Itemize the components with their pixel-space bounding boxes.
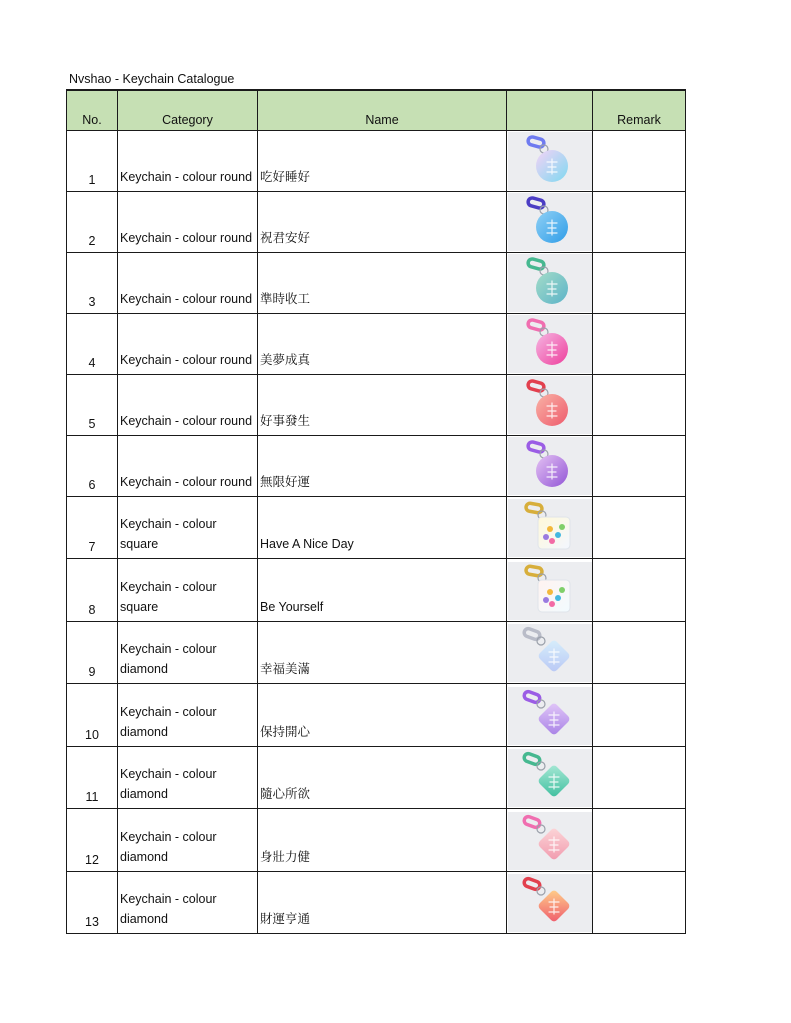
cell-name: 財運亨通 <box>258 871 507 934</box>
cell-category <box>118 252 258 313</box>
cell-image <box>507 435 593 496</box>
table-row <box>67 130 686 191</box>
cell-remark <box>593 809 686 872</box>
category-line: square <box>120 599 159 614</box>
cell-no: 1 <box>67 130 118 191</box>
keychain-photo <box>508 193 592 251</box>
cell-name: 身壯力健 <box>258 809 507 872</box>
table-body <box>67 130 686 934</box>
cell-name: 隨心所欲 <box>258 746 507 809</box>
category-line: diamond <box>120 849 168 864</box>
keychain-photo <box>508 376 592 434</box>
keychain-photo <box>508 499 592 557</box>
cell-no: 10 <box>67 684 118 747</box>
cell-category <box>118 809 258 872</box>
cell-image <box>507 559 593 622</box>
cell-image <box>507 871 593 934</box>
cell-category <box>118 496 258 559</box>
table-row <box>67 621 686 684</box>
table-row <box>67 559 686 622</box>
header-name: Name <box>258 90 507 130</box>
keychain-photo <box>508 874 592 932</box>
category-line: Keychain - colour round <box>120 352 253 367</box>
header-remark: Remark <box>593 90 686 130</box>
category-line: Keychain - colour <box>120 829 217 844</box>
cell-category <box>118 746 258 809</box>
cell-no: 3 <box>67 252 118 313</box>
cell-name: Have A Nice Day <box>258 496 507 559</box>
keychain-photo <box>508 254 592 312</box>
cell-image <box>507 252 593 313</box>
cell-name: 保持開心 <box>258 684 507 747</box>
cell-name: 無限好運 <box>258 435 507 496</box>
table-row <box>67 746 686 809</box>
cell-category <box>118 684 258 747</box>
cell-no: 2 <box>67 191 118 252</box>
table-row <box>67 496 686 559</box>
cell-no: 8 <box>67 559 118 622</box>
cell-name: Be Yourself <box>258 559 507 622</box>
cell-name: 美夢成真 <box>258 313 507 374</box>
cell-no: 6 <box>67 435 118 496</box>
cell-category <box>118 435 258 496</box>
table-row <box>67 191 686 252</box>
cell-remark <box>593 684 686 747</box>
category-line: Keychain - colour <box>120 642 217 656</box>
cell-category <box>118 374 258 435</box>
catalogue-table <box>66 89 686 934</box>
cell-remark <box>593 130 686 191</box>
cell-remark <box>593 746 686 809</box>
keychain-photo <box>508 687 592 745</box>
cell-category <box>118 621 258 684</box>
category-line: Keychain - colour round <box>120 230 253 245</box>
cell-remark <box>593 559 686 622</box>
category-line: diamond <box>120 724 168 739</box>
cell-no: 13 <box>67 871 118 934</box>
category-line: Keychain - colour <box>120 517 217 531</box>
cell-image <box>507 809 593 872</box>
document-title: Nvshao - Keychain Catalogue <box>69 72 235 86</box>
keychain-photo <box>508 749 592 807</box>
cell-category <box>118 559 258 622</box>
category-line: square <box>120 537 159 551</box>
cell-remark <box>593 621 686 684</box>
category-line: Keychain - colour <box>120 704 217 719</box>
table-row <box>67 684 686 747</box>
cell-image <box>507 313 593 374</box>
category-line: Keychain - colour <box>120 892 217 906</box>
table-row <box>67 435 686 496</box>
cell-remark <box>593 313 686 374</box>
cell-no: 5 <box>67 374 118 435</box>
table-row <box>67 871 686 934</box>
cell-name: 吃好睡好 <box>258 130 507 191</box>
cell-no: 7 <box>67 496 118 559</box>
cell-remark <box>593 435 686 496</box>
cell-category <box>118 191 258 252</box>
table-row <box>67 313 686 374</box>
table-row <box>67 252 686 313</box>
cell-image <box>507 191 593 252</box>
keychain-photo <box>508 562 592 620</box>
cell-remark <box>593 252 686 313</box>
cell-no: 12 <box>67 809 118 872</box>
cell-remark <box>593 374 686 435</box>
header-no: No. <box>67 90 118 130</box>
table-row <box>67 809 686 872</box>
cell-category <box>118 313 258 374</box>
cell-image <box>507 621 593 684</box>
cell-category <box>118 130 258 191</box>
category-line: Keychain - colour round <box>120 291 253 306</box>
header-row <box>67 90 686 130</box>
cell-image <box>507 130 593 191</box>
category-line: Keychain - colour <box>120 767 217 781</box>
cell-name: 好事發生 <box>258 374 507 435</box>
table-row <box>67 374 686 435</box>
cell-remark <box>593 871 686 934</box>
cell-image <box>507 374 593 435</box>
cell-name: 準時收工 <box>258 252 507 313</box>
category-line: diamond <box>120 912 168 926</box>
cell-category <box>118 871 258 934</box>
keychain-photo <box>508 132 592 190</box>
category-line: Keychain - colour round <box>120 413 253 428</box>
keychain-photo <box>508 437 592 495</box>
cell-no: 4 <box>67 313 118 374</box>
keychain-photo <box>508 812 592 870</box>
cell-image <box>507 746 593 809</box>
cell-image <box>507 496 593 559</box>
cell-remark <box>593 496 686 559</box>
cell-no: 11 <box>67 746 118 809</box>
category-line: Keychain - colour round <box>120 169 253 184</box>
category-line: Keychain - colour <box>120 579 217 594</box>
cell-no: 9 <box>67 621 118 684</box>
header-category: Category <box>118 90 258 130</box>
category-line: diamond <box>120 787 168 801</box>
category-line: Keychain - colour round <box>120 474 253 489</box>
cell-remark <box>593 191 686 252</box>
cell-name: 祝君安好 <box>258 191 507 252</box>
keychain-photo <box>508 624 592 682</box>
header-image <box>507 90 593 130</box>
keychain-photo <box>508 315 592 373</box>
cell-name: 幸福美滿 <box>258 621 507 684</box>
category-line: diamond <box>120 662 168 676</box>
cell-image <box>507 684 593 747</box>
